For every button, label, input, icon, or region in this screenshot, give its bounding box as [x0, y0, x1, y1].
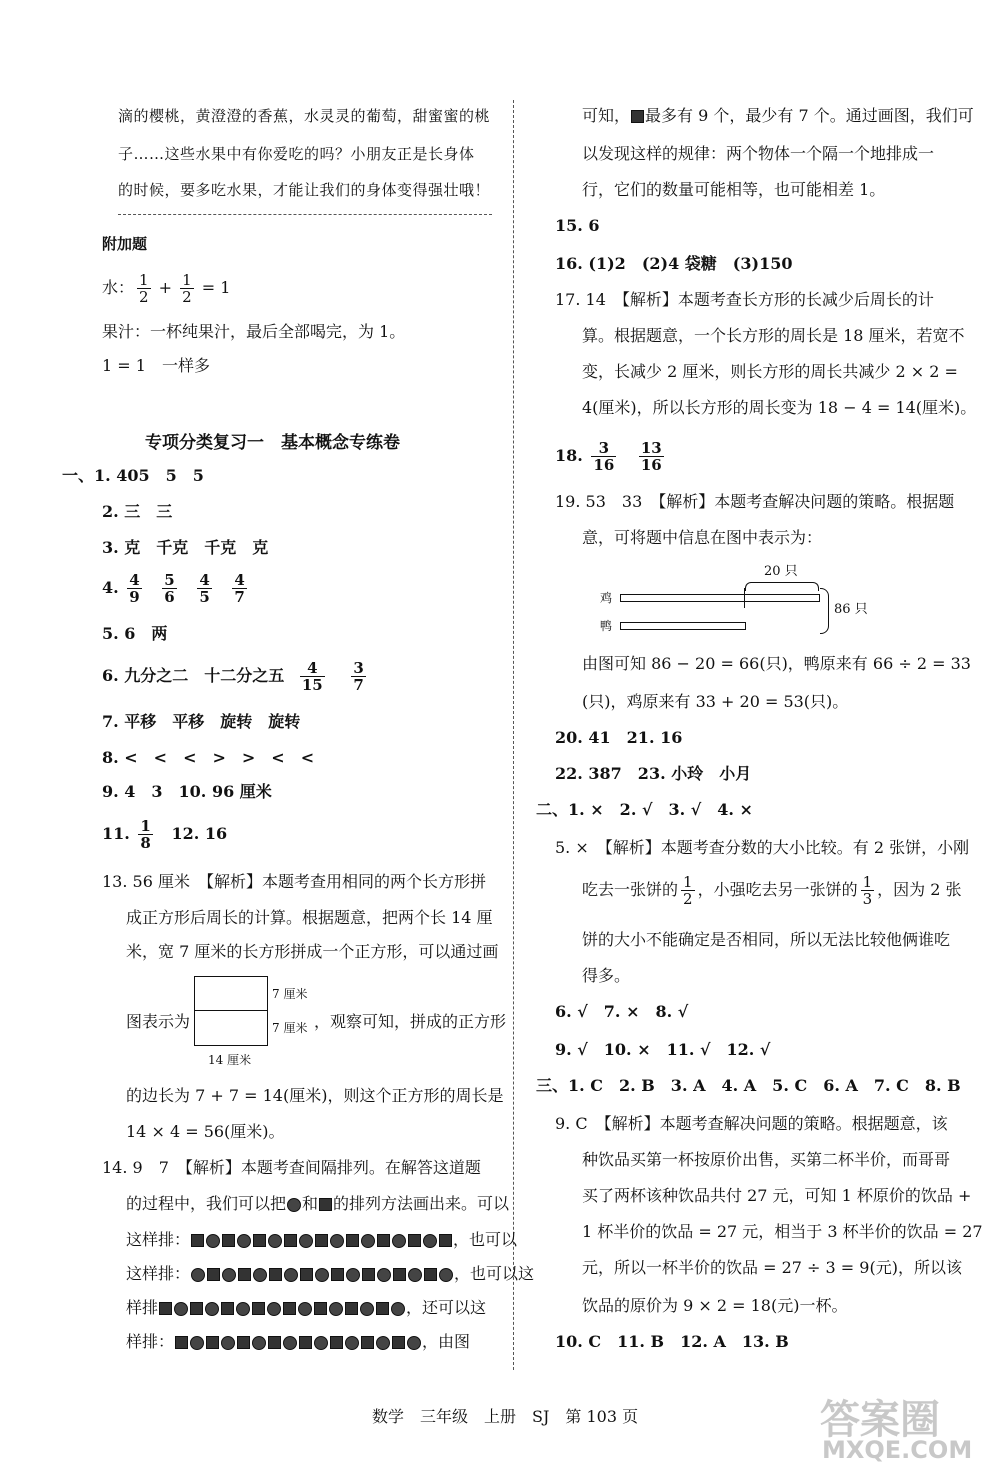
q17-line: 17. 14 【解析】本题考查长方形的长减少后周长的计 — [555, 290, 934, 309]
water-result: = 1 — [201, 278, 231, 297]
section3-answers: 三、1. C 2. B 3. A 4. A 5. C 6. A 7. C 8. B — [536, 1076, 961, 1095]
q19-line: (只)，鸡原来有 33 + 20 = 53(只)。 — [582, 692, 849, 711]
q13-fig-width-label: 7 厘米 — [272, 987, 308, 1001]
duck-bar — [620, 622, 746, 630]
juice-line: 果汁：一杯纯果汁，最后全部喝完，为 1。 — [102, 322, 406, 341]
watermark-logo: 答案圈 — [820, 1397, 940, 1443]
answer-q22: 22. 387 23. 小玲 小月 — [555, 764, 752, 783]
water-label: 水： — [102, 278, 135, 297]
total-label: 86 只 — [834, 602, 868, 617]
intro-line: 滴的樱桃，黄澄澄的香蕉，水灵灵的葡萄，甜蜜蜜的桃 — [118, 107, 491, 125]
s2-q5-text: ，小强吃去另一张饼的 — [697, 880, 858, 899]
answer-q9: 9. 4 3 10. 96 厘米 — [102, 782, 272, 801]
fraction: $\frac{1}{2}$ — [139, 271, 149, 306]
section2-answers: 9. √ 10. × 11. √ 12. √ — [555, 1040, 771, 1059]
answer-q15: 15. 6 — [555, 216, 600, 235]
fraction: $\frac{5}{6}$ — [164, 571, 175, 606]
section3-answers: 10. C 11. B 12. A 13. B — [555, 1332, 789, 1351]
fraction: $\frac{1}{2}$ — [683, 873, 693, 908]
shape-row — [190, 1230, 453, 1249]
s3-q9-line: 饮品的原价为 9 × 2 = 18(元)一杯。 — [582, 1296, 848, 1315]
fraction: $\frac{1}{8}$ — [140, 817, 151, 852]
q17-line: 算。根据题意，一个长方形的周长是 18 厘米，若宽不 — [582, 326, 965, 345]
rectangle-figure — [194, 976, 268, 1046]
q14-continued: 以发现这样的规律：两个物体一个隔一个地排成一 — [582, 144, 935, 163]
q14-continued — [582, 106, 974, 126]
q14-arrangement — [126, 1332, 470, 1352]
answer-q3: 3. 克 千克 千克 克 — [102, 538, 269, 557]
q13-fig-pre: 图表示为 — [126, 1012, 191, 1031]
q17-line: 4(厘米)，所以长方形的周长变为 18 − 4 = 14(厘米)。 — [582, 398, 977, 417]
bar-divider — [744, 588, 745, 608]
q14-arrangement — [126, 1264, 534, 1284]
s3-q9-line: 元，所以一杯半价的饮品 = 27 ÷ 3 = 9(元)，所以该 — [582, 1258, 962, 1277]
rectangle-midline — [195, 1010, 267, 1011]
q13-fig-length-label: 14 厘米 — [208, 1053, 252, 1067]
q19-line: 意，可将题中信息在图中表示为： — [582, 528, 823, 547]
square-icon — [319, 1198, 332, 1211]
arrangement-label: 样排 — [126, 1298, 159, 1317]
fraction: $\frac{3}{7}$ — [353, 659, 364, 694]
page-footer: 数学 三年级 上册 SJ 第 103 页 — [372, 1407, 639, 1426]
arrangement-tail: ，还可以这 — [406, 1298, 487, 1317]
s2-q5-line: 得多。 — [582, 966, 631, 985]
fraction: $\frac{4}{15}$ — [301, 659, 323, 694]
q13-fig-width-label: 7 厘米 — [272, 1021, 308, 1035]
q12-text: 12. 16 — [171, 824, 228, 843]
fraction: $\frac{4}{9}$ — [129, 571, 140, 606]
q11-label: 11. — [102, 824, 130, 843]
arrangement-label: 样排： — [126, 1332, 175, 1351]
circle-icon — [287, 1198, 301, 1212]
duck-label: 鸭 — [600, 619, 613, 633]
q14-text: 和 — [302, 1194, 319, 1213]
plus-sign: + — [158, 278, 173, 297]
q13-line: 13. 56 厘米 【解析】本题考查用相同的两个长方形拼 — [102, 872, 486, 891]
arrangement-label: 这样排： — [126, 1230, 191, 1249]
q13-line: 成正方形后周长的计算。根据题意，把两个长 14 厘 — [126, 908, 493, 927]
intro-line: 子……这些水果中有你爱吃的吗？小朋友正是长身体 — [118, 145, 475, 163]
fraction: $\frac{4}{5}$ — [199, 571, 210, 606]
section-title: 专项分类复习一 基本概念专练卷 — [145, 433, 400, 453]
dotted-divider — [118, 214, 492, 215]
intro-line: 的时候，要多吃水果，才能让我们的身体变得强壮哦！ — [118, 181, 491, 199]
q14-cont-text: 可知， — [582, 106, 631, 125]
chicken-bar — [620, 594, 820, 602]
answer-q4 — [102, 570, 250, 606]
q17-line: 变，长减少 2 厘米，则长方形的周长共减少 2 × 2 = — [582, 362, 958, 381]
s3-q9-line: 1 杯半价的饮品 = 27 元，相当于 3 杯半价的饮品 = 27 — [582, 1222, 983, 1241]
q13-line: 米，宽 7 厘米的长方形拼成一个正方形，可以通过画 — [126, 942, 499, 961]
diff-label: 20 只 — [764, 564, 798, 579]
arrangement-tail: ，也可以 — [453, 1230, 518, 1249]
q13-line: 14 × 4 = 56(厘米)。 — [126, 1122, 285, 1141]
answer-q18 — [555, 438, 667, 474]
s2-q5-line — [582, 872, 961, 908]
equal-line: 1 = 1 一样多 — [102, 356, 210, 375]
q14-text: 的排列方法画出来。可以 — [333, 1194, 510, 1213]
answer-q7: 7. 平移 平移 旋转 旋转 — [102, 712, 301, 731]
chicken-label: 鸡 — [600, 591, 613, 605]
q4-label: 4. — [102, 578, 119, 597]
s3-q9-line: 买了两杯该种饮品共付 27 元，可知 1 杯原价的饮品 + — [582, 1186, 972, 1205]
q14-arrangement — [126, 1298, 486, 1318]
answer-q2: 2. 三 三 — [102, 502, 173, 521]
q13-fig-post: ，观察可知，拼成的正方形 — [314, 1012, 507, 1031]
answer-q5: 5. 6 两 — [102, 624, 168, 643]
fraction: $\frac{13}{16}$ — [640, 439, 662, 474]
q19-line: 19. 53 33 【解析】本题考查解决问题的策略。根据题 — [555, 492, 955, 511]
s2-q5-text: 吃去一张饼的 — [582, 880, 679, 899]
s3-q9-line: 9. C 【解析】本题考查解决问题的策略。根据题意，该 — [555, 1114, 948, 1133]
q18-label: 18. — [555, 446, 583, 465]
q14-line: 14. 9 7 【解析】本题考查间隔排列。在解答这道题 — [102, 1158, 481, 1177]
answer-q6 — [102, 658, 369, 694]
arrangement-label: 这样排： — [126, 1264, 191, 1283]
q13-line: 的边长为 7 + 7 = 14(厘米)，则这个正方形的周长是 — [126, 1086, 504, 1105]
answer-q11 — [102, 816, 227, 852]
q14-text: 的过程中，我们可以把 — [126, 1194, 287, 1213]
arrangement-tail: ，也可以这 — [454, 1264, 535, 1283]
answer-q16: 16. (1)2 (2)4 袋糖 (3)150 — [555, 254, 793, 273]
q14-continued: 行，它们的数量可能相等，也可能相差 1。 — [582, 180, 886, 199]
answer-q20: 20. 41 21. 16 — [555, 728, 683, 747]
q6-text: 6. 九分之二 十二分之五 — [102, 666, 285, 685]
fraction: $\frac{1}{3}$ — [862, 873, 873, 908]
q14-arrangement — [126, 1230, 517, 1250]
s2-q5-text: ，因为 2 张 — [877, 880, 962, 899]
q14-line — [126, 1194, 509, 1214]
arrangement-tail: ，由图 — [422, 1332, 471, 1351]
q19-line: 由图可知 86 − 20 = 66(只)，鸭原来有 66 ÷ 2 = 33 — [582, 654, 971, 673]
total-brace — [820, 588, 829, 634]
section2-answers: 6. √ 7. × 8. √ — [555, 1002, 689, 1021]
s3-q9-line: 种饮品买第一杯按原价出售，买第二杯半价，而哥哥 — [582, 1150, 951, 1169]
fraction: $\frac{3}{16}$ — [593, 439, 615, 474]
water-equation — [102, 272, 230, 305]
diff-brace — [745, 582, 819, 591]
answer-q8: 8. < < < > > < < — [102, 748, 315, 767]
fraction: $\frac{4}{7}$ — [234, 571, 245, 606]
fraction: $\frac{1}{2}$ — [182, 271, 192, 306]
answer-q1: 一、1. 405 5 5 — [62, 466, 204, 485]
q14-cont-text: 最多有 9 个，最少有 7 个。通过画图，我们可 — [645, 106, 974, 125]
column-divider — [513, 100, 514, 1370]
s2-q5-line: 5. × 【解析】本题考查分数的大小比较。有 2 张饼，小刚 — [555, 838, 970, 857]
s2-q5-line: 饼的大小不能确定是否相同，所以无法比较他俩谁吃 — [582, 930, 951, 949]
section2-answers: 二、1. × 2. √ 3. √ 4. × — [536, 800, 753, 819]
square-icon — [631, 110, 644, 123]
extra-title: 附加题 — [102, 235, 148, 253]
shape-row — [190, 1264, 454, 1283]
shape-row — [174, 1332, 422, 1351]
shape-row — [158, 1298, 406, 1317]
watermark-url: MXQE.COM — [822, 1436, 973, 1464]
